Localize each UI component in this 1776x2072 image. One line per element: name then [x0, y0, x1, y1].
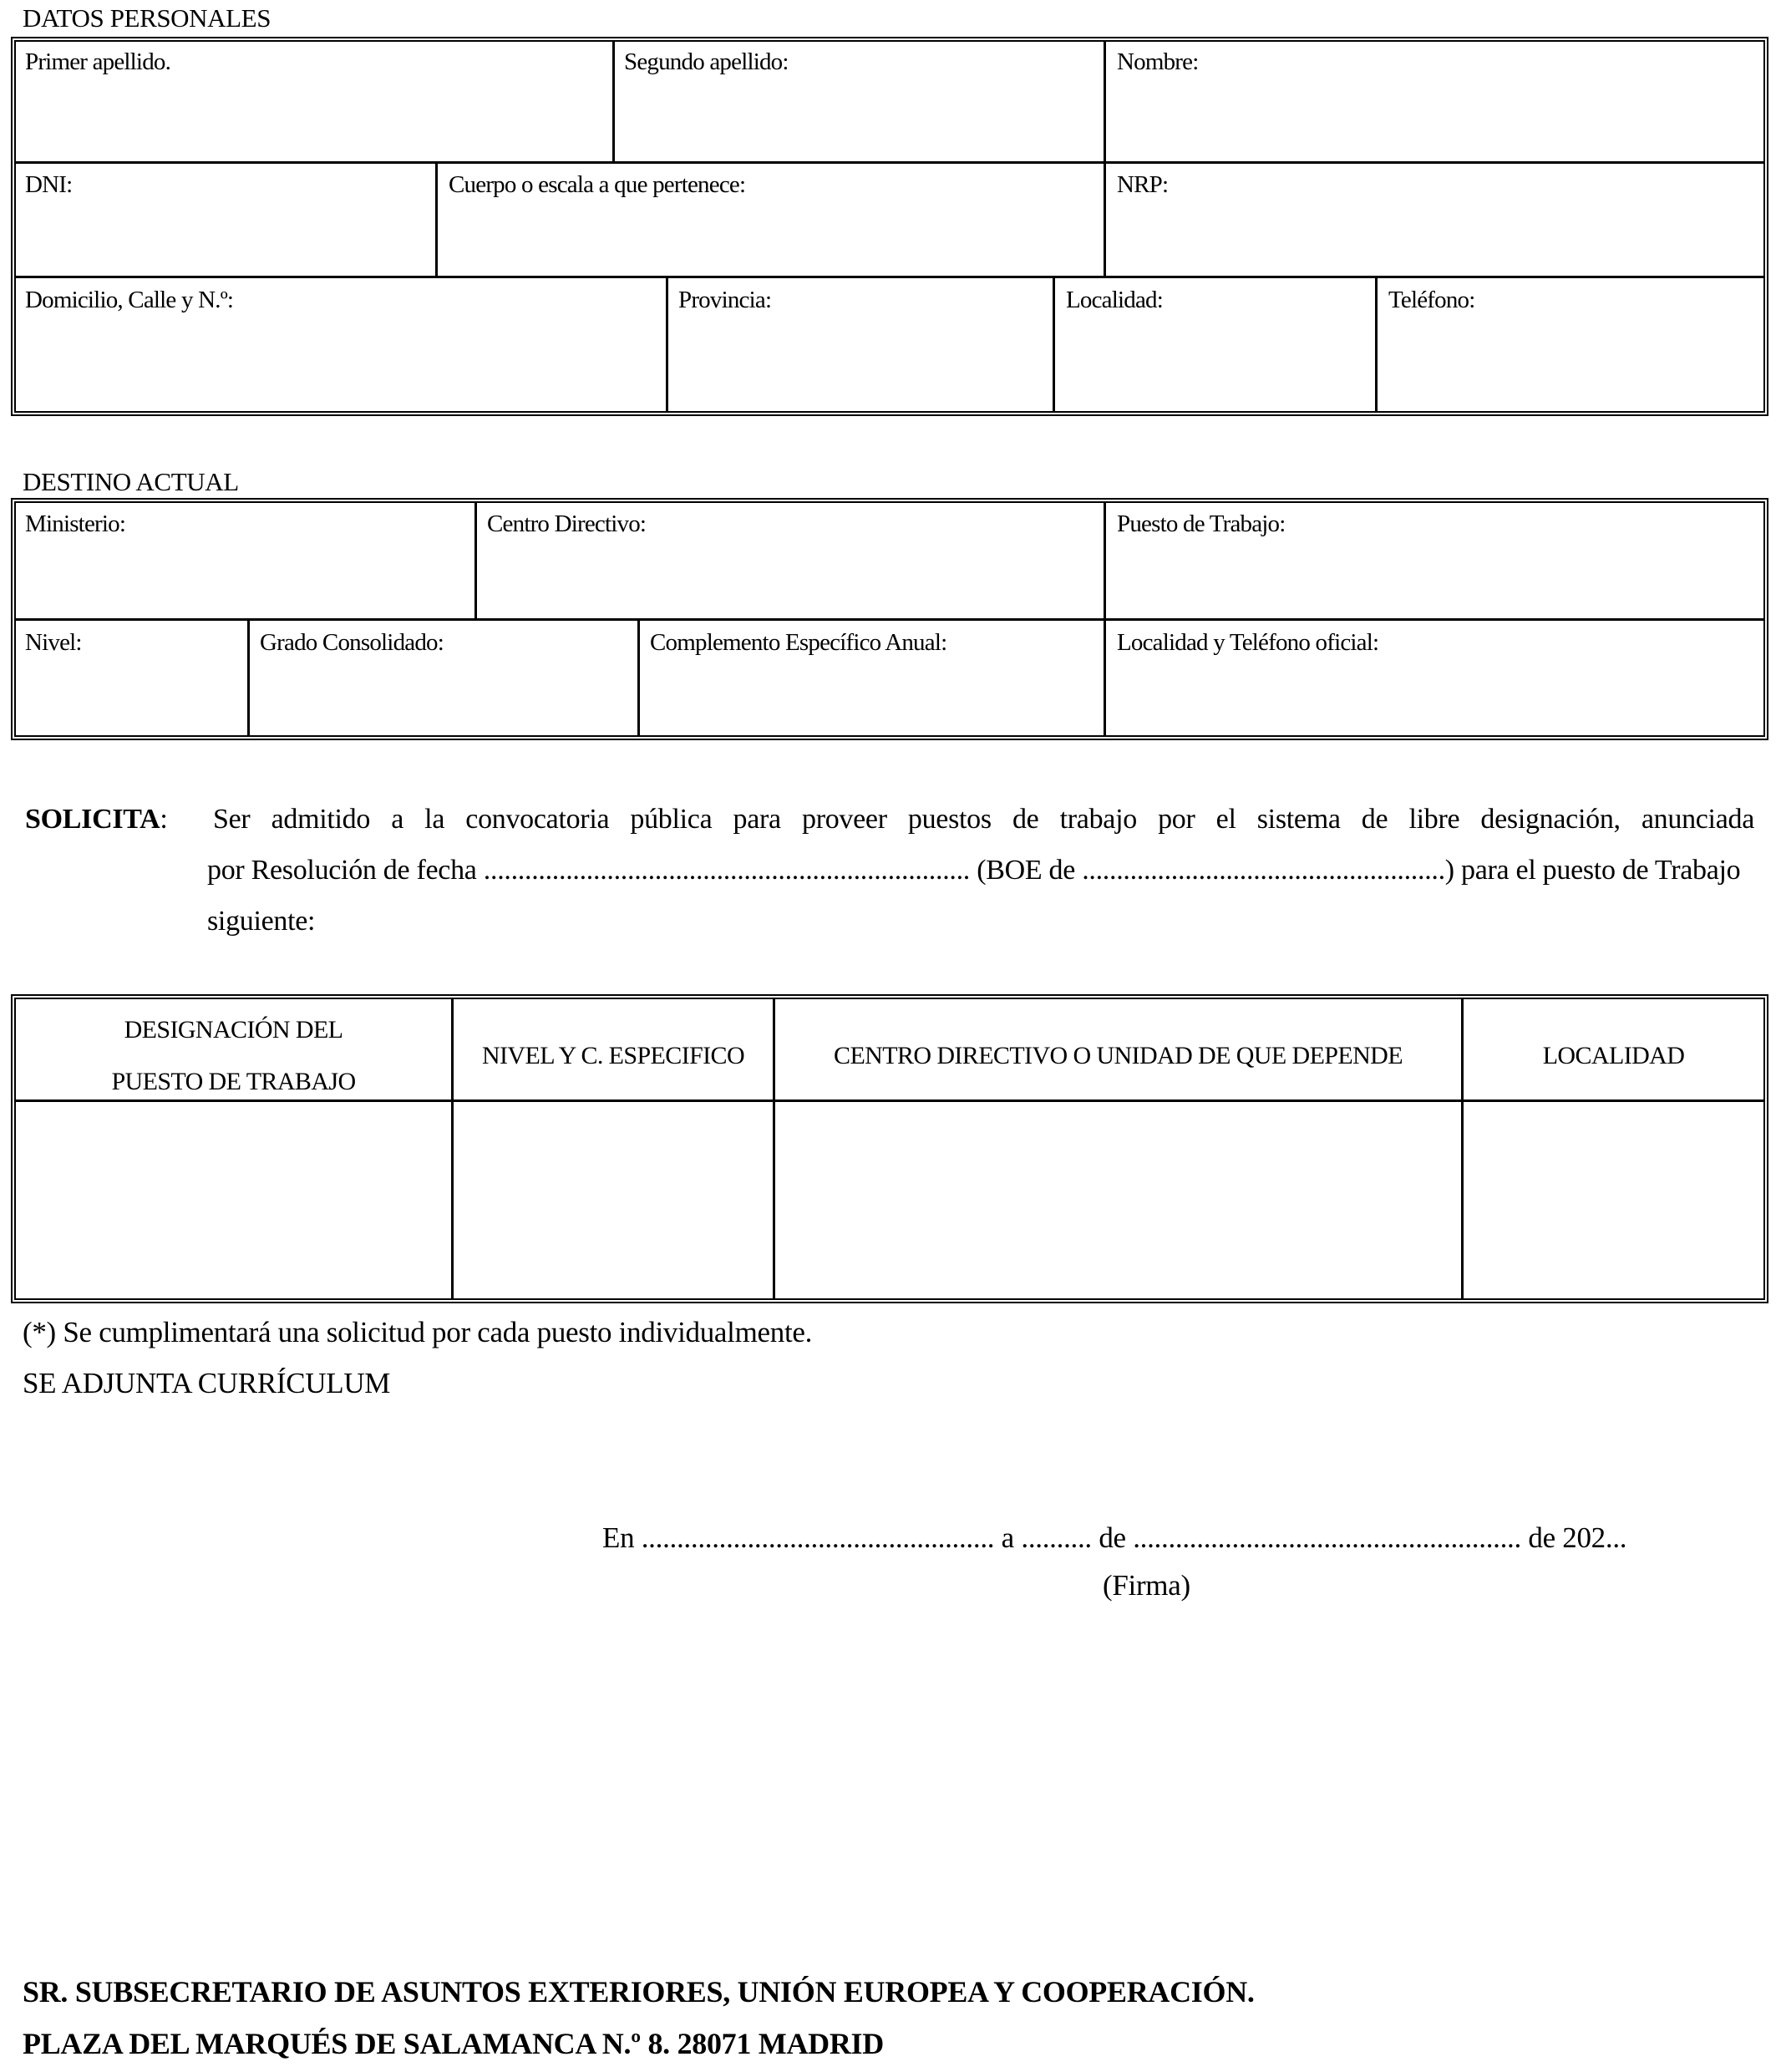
provincia-label: Provincia: [678, 287, 772, 313]
divider [474, 503, 477, 620]
designacion-header-line2: PUESTO DE TRABAJO [111, 1068, 356, 1095]
solicita-heading [25, 804, 168, 835]
complemento-especifico-label: Complemento Específico Anual: [650, 629, 947, 656]
designacion-header-line1: DESIGNACIÓN DEL [124, 1016, 343, 1044]
solicita-colon: : [160, 804, 168, 835]
localidad-input[interactable] [1060, 322, 1369, 405]
divider [1053, 277, 1055, 411]
divider [1104, 620, 1106, 735]
divider [16, 618, 1763, 621]
destino-actual-title: DESTINO ACTUAL [23, 467, 239, 496]
divider [1375, 277, 1378, 411]
domicilio-input[interactable] [20, 322, 659, 405]
nrp-label: NRP: [1117, 171, 1169, 198]
centro-directivo-input[interactable] [482, 545, 1096, 613]
address-line-1: SR. SUBSECRETARIO DE ASUNTOS EXTERIORES, UNIÓN EUROPEA Y COOPERACIÓN. [23, 1975, 1255, 2009]
note-text: (*) Se cumplimentará una solicitud por cada puesto individualmente. [23, 1316, 813, 1348]
primer-apellido-label: Primer apellido. [25, 48, 171, 75]
grado-consolidado-input[interactable] [255, 663, 631, 729]
curriculum-text: SE ADJUNTA CURRÍCULUM [23, 1367, 391, 1399]
centro-directivo-label: Centro Directivo: [487, 510, 647, 537]
divider [16, 161, 1763, 164]
nivel-label: Nivel: [25, 629, 82, 656]
firma-label: (Firma) [1103, 1569, 1190, 1602]
provincia-input[interactable] [673, 322, 1045, 405]
centro-directivo-header: CENTRO DIRECTIVO O UNIDAD DE QUE DEPENDE [834, 1042, 1403, 1069]
divider [1104, 42, 1106, 163]
grado-consolidado-label: Grado Consolidado: [260, 629, 444, 656]
divider [435, 163, 438, 277]
segundo-apellido-label: Segundo apellido: [624, 48, 789, 75]
divider [1104, 503, 1106, 620]
segundo-apellido-input[interactable] [620, 84, 1096, 155]
puesto-trabajo-label: Puesto de Trabajo: [1117, 510, 1286, 537]
telefono-label: Teléfono: [1388, 287, 1475, 313]
divider [16, 276, 1763, 278]
solicita-label: SOLICITA [25, 804, 160, 835]
divider [666, 277, 668, 411]
centro-directivo-unidad-input[interactable] [779, 1106, 1456, 1294]
solicita-line-3: siguiente: [207, 906, 316, 937]
nivel-especifico-header: NIVEL Y C. ESPECIFICO [481, 1042, 745, 1069]
dni-input[interactable] [20, 205, 429, 270]
divider [612, 42, 615, 163]
puesto-trabajo-input[interactable] [1111, 545, 1758, 613]
designacion-header [16, 1004, 451, 1108]
complemento-especifico-input[interactable] [645, 663, 1096, 729]
ministerio-label: Ministerio: [25, 510, 126, 537]
nrp-input[interactable] [1111, 205, 1758, 270]
domicilio-label: Domicilio, Calle y N.º: [25, 287, 234, 313]
localidad-telefono-label: Localidad y Teléfono oficial: [1117, 629, 1379, 656]
cuerpo-label: Cuerpo o escala a que pertenece: [449, 171, 746, 198]
nombre-input[interactable] [1111, 84, 1758, 155]
date-line: En .................................................. a .......... de ....................................................... de 202... [602, 1521, 1627, 1554]
solicita-line-1: Ser admitido a la convocatoria pública para proveer puestos de trabajo por el sistema de libre designación, anunciada [213, 804, 1754, 835]
address-line-2: PLAZA DEL MARQUÉS DE SALAMANCA N.º 8. 28071 MADRID [23, 2027, 884, 2060]
datos-personales-title: DATOS PERSONALES [23, 3, 271, 33]
nivel-input[interactable] [20, 663, 241, 729]
cuerpo-input[interactable] [443, 205, 1096, 270]
nombre-label: Nombre: [1117, 48, 1199, 75]
nivel-especifico-input[interactable] [458, 1106, 767, 1294]
ministerio-input[interactable] [20, 545, 467, 613]
primer-apellido-input[interactable] [20, 84, 605, 155]
designacion-input[interactable] [20, 1106, 446, 1294]
solicita-line-2: por Resolución de fecha ....................................................................... (BOE de .....................................................) para el puesto de Trabajo [207, 855, 1741, 886]
localidad-header: LOCALIDAD [1542, 1042, 1685, 1069]
telefono-input[interactable] [1383, 322, 1758, 405]
localidad-label: Localidad: [1066, 287, 1164, 313]
divider [1104, 163, 1106, 277]
dni-label: DNI: [25, 171, 73, 198]
localidad-telefono-input[interactable] [1111, 663, 1758, 729]
divider [637, 620, 640, 735]
localidad-input-table[interactable] [1468, 1106, 1758, 1294]
divider [247, 620, 250, 735]
